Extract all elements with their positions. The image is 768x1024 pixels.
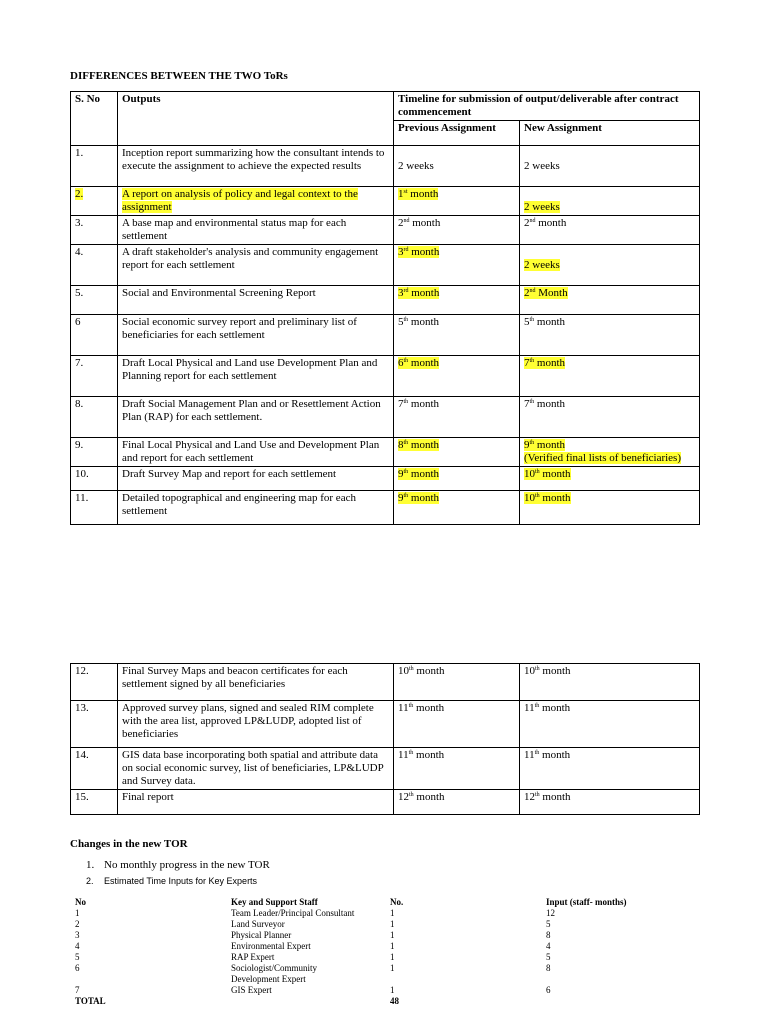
- row-previous-text: 9th month: [398, 492, 440, 504]
- row-new: 7th month: [520, 397, 700, 438]
- row-output: Social and Environmental Screening Report: [118, 286, 394, 315]
- staff-input: 5: [546, 952, 551, 962]
- row-previous: 7th month: [394, 397, 520, 438]
- tor-table-part-2: [70, 663, 700, 815]
- table-row: [71, 356, 700, 397]
- staff-row: [75, 952, 695, 963]
- staff-count: 1: [390, 919, 395, 929]
- row-number: 11.: [71, 491, 118, 525]
- staff-count: 1: [390, 908, 395, 918]
- row-output: Final Local Physical and Land Use and Development Plan and report for each settlement: [118, 438, 394, 467]
- row-number: 12.: [71, 664, 118, 701]
- staff-role: Land Surveyor: [231, 919, 285, 929]
- row-number: 7.: [71, 356, 118, 397]
- staff-role: RAP Expert: [231, 952, 275, 962]
- row-previous: [394, 187, 520, 216]
- staff-row-continued: [75, 974, 695, 985]
- table-row: [71, 286, 700, 315]
- table-row: [71, 187, 700, 216]
- table-row: [71, 491, 700, 525]
- staff-row: [75, 985, 695, 996]
- row-previous: [394, 467, 520, 491]
- staff-total-label: TOTAL: [75, 996, 106, 1006]
- staff-header-count: No.: [390, 897, 404, 907]
- row-previous-text: 3rd month: [398, 287, 440, 299]
- row-number-text: 2.: [75, 188, 84, 200]
- row-number: 4.: [71, 245, 118, 286]
- row-output: Draft Local Physical and Land use Development Plan and Planning report for each settlement: [118, 356, 394, 397]
- table-row: [71, 315, 700, 356]
- staff-role: Physical Planner: [231, 930, 292, 940]
- staff-row: [75, 941, 695, 952]
- row-previous: [394, 438, 520, 467]
- staff-input: 6: [546, 985, 551, 995]
- row-previous: [394, 245, 520, 286]
- row-previous: 2 weeks: [394, 146, 520, 187]
- staff-input: 4: [546, 941, 551, 951]
- row-new: 5th month: [520, 315, 700, 356]
- list-item-number: 2.: [86, 876, 94, 886]
- staff-no: 1: [75, 908, 80, 918]
- staff-inputs-table: [75, 897, 695, 1007]
- staff-no: 6: [75, 963, 80, 973]
- staff-role: Sociologist/Community: [231, 963, 318, 973]
- row-previous: [394, 356, 520, 397]
- staff-role: Team Leader/Principal Consultant: [231, 908, 355, 918]
- row-previous: [394, 491, 520, 525]
- row-number: 6: [71, 315, 118, 356]
- row-number: 8.: [71, 397, 118, 438]
- table-row: [71, 397, 700, 438]
- row-output: A base map and environmental status map for each settlement: [118, 216, 394, 245]
- row-new: [520, 245, 700, 286]
- row-output: Final report: [118, 790, 394, 815]
- staff-role: Development Expert: [231, 974, 306, 984]
- row-output: Draft Survey Map and report for each settlement: [118, 467, 394, 491]
- row-previous-text: 9th month: [398, 468, 440, 480]
- table-row: [71, 216, 700, 245]
- changes-list: [86, 858, 686, 887]
- staff-header-no: No: [75, 897, 86, 907]
- row-previous: 2nd month: [394, 216, 520, 245]
- staff-total-value: 48: [390, 996, 399, 1006]
- changes-heading: Changes in the new TOR: [70, 838, 188, 850]
- staff-header-role: Key and Support Staff: [231, 897, 318, 907]
- staff-count: 1: [390, 952, 395, 962]
- row-number: 9.: [71, 438, 118, 467]
- staff-header-input: Input (staff- months): [546, 897, 627, 907]
- row-new-text: 10th month: [524, 468, 571, 480]
- staff-total-row: [75, 996, 695, 1007]
- row-previous-text: 1st month: [398, 188, 439, 200]
- row-output: A draft stakeholder's analysis and community engagement report for each settlement: [118, 245, 394, 286]
- row-previous-text: 3rd month: [398, 246, 440, 258]
- staff-count: 1: [390, 941, 395, 951]
- row-number: 5.: [71, 286, 118, 315]
- row-output: Draft Social Management Plan and or Resettlement Action Plan (RAP) for each settlement.: [118, 397, 394, 438]
- staff-count: 1: [390, 930, 395, 940]
- staff-input: 8: [546, 963, 551, 973]
- staff-input: 8: [546, 930, 551, 940]
- row-previous-text: 8th month: [398, 439, 440, 451]
- row-new-note: (Verified final lists of beneficiaries): [524, 452, 681, 464]
- staff-no: 5: [75, 952, 80, 962]
- staff-role: GIS Expert: [231, 985, 272, 995]
- row-previous: 12th month: [394, 790, 520, 815]
- row-number: 14.: [71, 748, 118, 790]
- staff-row: [75, 930, 695, 941]
- staff-no: 3: [75, 930, 80, 940]
- row-new: [520, 491, 700, 525]
- row-new: 12th month: [520, 790, 700, 815]
- table-row: [71, 748, 700, 790]
- row-output: GIS data base incorporating both spatial and attribute data on social economic survey, list of beneficiaries, LP&LUDP and Survey data.: [118, 748, 394, 790]
- header-outputs: Outputs: [118, 92, 394, 146]
- row-new: 11th month: [520, 748, 700, 790]
- row-new: 10th month: [520, 664, 700, 701]
- row-number: 15.: [71, 790, 118, 815]
- list-item-text: No monthly progress in the new TOR: [104, 859, 270, 871]
- staff-input: 5: [546, 919, 551, 929]
- row-output: Approved survey plans, signed and sealed RIM complete with the area list, approved LP&LUDP, adopted list of beneficiaries: [118, 701, 394, 748]
- row-previous: 5th month: [394, 315, 520, 356]
- header-previous: Previous Assignment: [394, 121, 520, 146]
- tor-table-part-1: [70, 91, 700, 525]
- list-item: [86, 875, 686, 887]
- list-item-text: Estimated Time Inputs for Key Experts: [104, 876, 258, 886]
- row-previous: 10th month: [394, 664, 520, 701]
- row-new-text: 9th month: [524, 439, 566, 451]
- row-output: Social economic survey report and preliminary list of beneficiaries for each settlement: [118, 315, 394, 356]
- staff-no: 7: [75, 985, 80, 995]
- row-new: [520, 187, 700, 216]
- row-new: [520, 286, 700, 315]
- page-title: DIFFERENCES BETWEEN THE TWO ToRs: [70, 70, 288, 82]
- row-previous: 11th month: [394, 748, 520, 790]
- table-row: [71, 146, 700, 187]
- row-new: 11th month: [520, 701, 700, 748]
- staff-row: [75, 908, 695, 919]
- row-new: [520, 438, 700, 467]
- staff-no: 2: [75, 919, 80, 929]
- row-new-text: 2nd Month: [524, 287, 568, 299]
- header-sno: S. No: [71, 92, 118, 146]
- staff-role: Environmental Expert: [231, 941, 311, 951]
- row-output: [118, 187, 394, 216]
- staff-count: 1: [390, 985, 395, 995]
- staff-input: 12: [546, 908, 555, 918]
- staff-row: [75, 963, 695, 974]
- staff-header-row: [75, 897, 695, 908]
- table-row: [71, 790, 700, 815]
- row-new: [520, 356, 700, 397]
- row-new-text: 7th month: [524, 357, 566, 369]
- row-number: 1.: [71, 146, 118, 187]
- staff-no: 4: [75, 941, 80, 951]
- row-output: Inception report summarizing how the consultant intends to execute the assignment to achieve the expected results: [118, 146, 394, 187]
- table-row: [71, 245, 700, 286]
- row-number: 3.: [71, 216, 118, 245]
- staff-row: [75, 919, 695, 930]
- table-row: [71, 467, 700, 491]
- row-output: Final Survey Maps and beacon certificates for each settlement signed by all beneficiaries: [118, 664, 394, 701]
- row-new-text: 2 weeks: [524, 201, 560, 213]
- row-new: 2nd month: [520, 216, 700, 245]
- row-previous-text: 6th month: [398, 357, 440, 369]
- table-row: [71, 701, 700, 748]
- table-row: [71, 664, 700, 701]
- header-new: New Assignment: [520, 121, 700, 146]
- row-number: [71, 187, 118, 216]
- table-row: [71, 438, 700, 467]
- row-new-text: 10th month: [524, 492, 571, 504]
- staff-count: 1: [390, 963, 395, 973]
- row-new: [520, 467, 700, 491]
- list-item-number: 1.: [86, 859, 95, 871]
- row-output-text: A report on analysis of policy and legal context to the assignment: [122, 188, 358, 213]
- header-timeline: Timeline for submission of output/deliverable after contract commencement: [394, 92, 700, 121]
- row-output: Detailed topographical and engineering map for each settlement: [118, 491, 394, 525]
- row-previous: [394, 286, 520, 315]
- row-number: 13.: [71, 701, 118, 748]
- row-new: 2 weeks: [520, 146, 700, 187]
- row-number: 10.: [71, 467, 118, 491]
- row-previous: 11th month: [394, 701, 520, 748]
- list-item: [86, 858, 686, 872]
- row-new-text: 2 weeks: [524, 258, 560, 271]
